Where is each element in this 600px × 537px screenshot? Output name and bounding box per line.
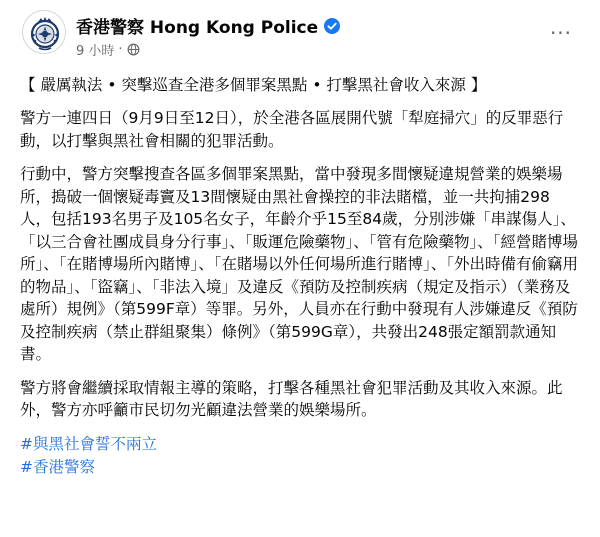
page-name-row (76, 13, 340, 38)
post-meta (76, 40, 140, 59)
post-paragraph: 行動中，警方突擊搜查各區多個罪案黑點，當中發現多間懷疑違規營業的娛樂場所，搗破一個懷疑毒竇及13間懷疑由黑社會操控的非法賭檔，並一共拘捕298人，包括193名男子及105名女子，年齡介乎15至84歲，分別涉嫌「串謀傷人」、「以三合會社團成員身分行事」、「販運危險藥物」、「管有危險藥物」、「經營賭博場所」、「在賭博場所內賭博」、「在賭場以外任何場所進行賭博」、「外出時備有偷竊用的物品」、「盜竊」、「非法入境」及違反《預防及控制疾病（規定及指示）（業務及處所）規例》（第599F章）等罪。另外，人員亦在行動中發現有人涉嫌違反《預防及控制疾病（禁止群組聚集）條例》（第599G章），共發出248張定額罰款通知書。 (20, 165, 579, 363)
hashtag-link[interactable]: #與黑社會誓不兩立 (20, 434, 157, 453)
post-timestamp[interactable]: 9 小時 (76, 44, 115, 59)
police-badge-icon (23, 11, 66, 54)
post-content (14, 74, 586, 479)
post-paragraph: 警方一連四日（9月9日至12日），於全港各區展開代號「犁庭掃穴」的反罪惡行動，以打擊與黑社會相關的犯罪活動。 (20, 109, 564, 150)
post-header (14, 0, 586, 68)
more-horizontal-icon: ··· (549, 21, 573, 45)
hashtag-list (20, 433, 580, 479)
verified-badge-icon (324, 18, 340, 34)
meta-separator: · (118, 42, 123, 57)
post-headline: 【 嚴厲執法 • 突擊巡查全港多個罪案黑點 • 打擊黑社會收入來源 】 (20, 76, 487, 94)
more-options-button[interactable] (546, 20, 576, 46)
page-avatar[interactable] (22, 10, 66, 54)
page-name-link[interactable]: 香港警察 Hong Kong Police (76, 18, 319, 38)
post-paragraph: 警方將會繼續採取情報主導的策略，打擊各種黑社會犯罪活動及其收入來源。此外，警方亦呼籲市民切勿光顧違法營業的娛樂場所。 (20, 378, 563, 419)
hashtag-link[interactable]: #香港警察 (20, 457, 95, 476)
globe-icon[interactable] (127, 43, 140, 56)
